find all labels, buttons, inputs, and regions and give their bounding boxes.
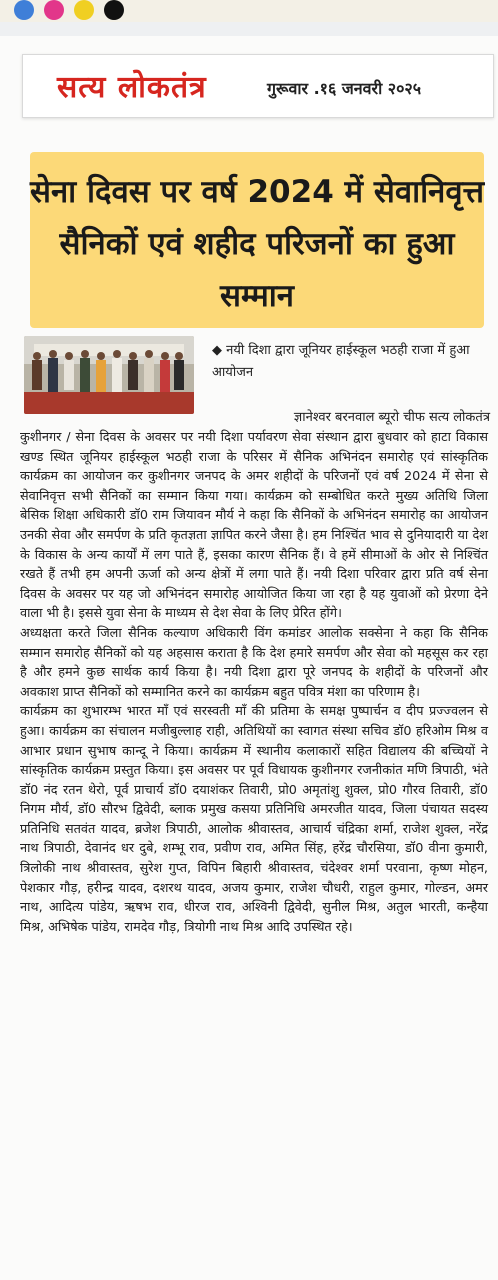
headline: सेना दिवस पर वर्ष 2024 में सेवानिवृत्त सैनिकों एवं शहीद परिजनों का हुआ सम्मान	[30, 174, 484, 314]
pink-dot-icon	[44, 0, 64, 20]
yellow-dot-icon	[74, 0, 94, 20]
print-color-strip	[0, 0, 498, 22]
article-paragraph: कार्यक्रम का शुभारम्भ भारत माँ एवं सरस्वती माँ की प्रतिमा के समक्ष पुष्पार्चन व दीप प्रज्ज्वलन से हुआ। कार्यक्रम का संचालन मजीबुल्लाह राही, अतिथियों का स्वागत संस्था सचिव डॉ0 हरिओम मिश्र व आभार प्रधान सुभाष कान्दू ने किया। कार्यक्रम में स्थानीय कलाकारों सहित विद्यालय की बच्चियों ने सांस्कृतिक कार्यक्रम प्रस्तुत किया। इस अवसर पर पूर्व विधायक कुशीनगर रजनीकांत मणि त्रिपाठी, भंते डॉ0 नंद रतन थेरो, पूर्व प्राचार्य डॉ0 दयाशंकर तिवारी, प्रो0 अमृतांशु शुक्ल, प्रो0 गौरव तिवारी, डॉ0 निगम मौर्य, डॉ0 सौरभ द्विवेदी, ब्लाक प्रमुख कसया प्रतिनिधि अमरजीत यादव, जिला पंचायत सदस्य प्रतिनिधि सतवंत यादव, ब्रजेश त्रिपाठी, आलोक श्रीवास्तव, आचार्य चंद्रिका शर्मा, राजेश शुक्ल, नरेंद्र नाथ त्रिपाठी, देवानंद धर दुबे, शम्भू राव, प्रवीण राव, अमित सिंह, हरेंद्र चौरसिया, डॉ0 वीना कुमारी, त्रिलोकी नाथ श्रीवास्तव, सुरेश गुप्त, विपिन बिहारी श्रीवास्तव, चंदेश्वर शर्मा परवाना, कृष्ण मोहन, पेशकार गौड़, हरीन्द्र यादव, दशरथ यादव, अजय कुमार, राजेश चौधरी, राहुल कुमार, गोल्डन, अमर नाथ, आदित्य पांडेय, ऋषभ राव, धीरज राव, अश्विनी द्विवेदी, सुनील मिश्र, अतुल भारती, कन्हैया मिश्र, अभिषेक पांडेय, रामदेव गौड़, त्रियोगी नाथ मिश्र आदि उपस्थित रहे।	[20, 704, 488, 935]
headline-box	[30, 152, 484, 328]
article-paragraph: अध्यक्षता करते जिला सैनिक कल्याण अधिकारी विंग कमांडर आलोक सक्सेना ने कहा कि सैनिक सम्मान समारोह सैनिकों को यह अहसास कराता है कि देश हमारे समर्पण और सेवा को महसूस कर रहा है और हमने कुछ सार्थक कार्य किया है। नयी दिशा द्वारा पूरे जनपद के शहीदों के परिजनों और अवकाश प्राप्त सैनिकों को सम्मानित करने का कार्यक्रम बहुत पवित्र मंशा का परिणाम है।	[20, 625, 488, 700]
black-dot-icon	[104, 0, 124, 20]
byline: ज्ञानेश्वर बरनवाल ब्यूरो चीफ सत्य लोकतंत्र	[293, 410, 490, 425]
blue-dot-icon	[14, 0, 34, 20]
newspaper-name: सत्य लोकतंत्र	[57, 70, 207, 105]
article-paragraph: कुशीनगर / सेना दिवस के अवसर पर नयी दिशा पर्यावरण सेवा संस्थान द्वारा बुधवार को हाटा विकास खण्ड स्थित जूनियर हाईस्कूल भठही राजा के परिसर में सैनिक अभिनंदन समारोह एवं सांस्कृतिक कार्यक्रम का आयोजन कर कुशीनगर जनपद के अमर शहीदों के परिजनों एवं वर्ष 2024 में सेना से सेवानिवृत्त सभी सैनिकों का सम्मान किया गया। कार्यक्रम को सम्बोधित करते मुख्य अतिथि जिला बेसिक शिक्षा अधिकारी डॉ0 राम जियावन मौर्य ने कहा कि सैनिकों के अभिनंदन समारोह का आयोजन उनकी सेवा और समर्पण के प्रति कृतज्ञता ज्ञापित करने जैसा है। हम निश्चिंत भाव से दुनियादारी या देश के विकास के अन्य कार्यों में लग पाते हैं, इसका कारण सैनिक हैं। वे हमें सीमाओं के ओर से निश्चिंत रखते हैं तभी हम अपनी ऊर्जा को अन्य क्षेत्रों में लगा पाते हैं। नयी दिशा परिवार द्वारा प्रति वर्ष सेना दिवस के अवसर पर यह जो अभिनंदन समारोह आयोजित किया जा रहा है यह युवाओं को प्रेरणा देने वाला भी है। इससे युवा सेना के माध्यम से देश सेवा के लिए प्रेरित होंगे।	[20, 430, 488, 622]
event-photo	[24, 336, 194, 414]
page-gap	[0, 22, 498, 36]
masthead	[22, 54, 494, 118]
issue-date: गुरूवार .१६ जनवरी २०२५	[267, 79, 422, 98]
photo-caption: ◆ नयी दिशा द्वारा जूनियर हाईस्कूल भठही राजा में हुआ आयोजन	[212, 343, 470, 380]
article-body	[20, 428, 488, 937]
